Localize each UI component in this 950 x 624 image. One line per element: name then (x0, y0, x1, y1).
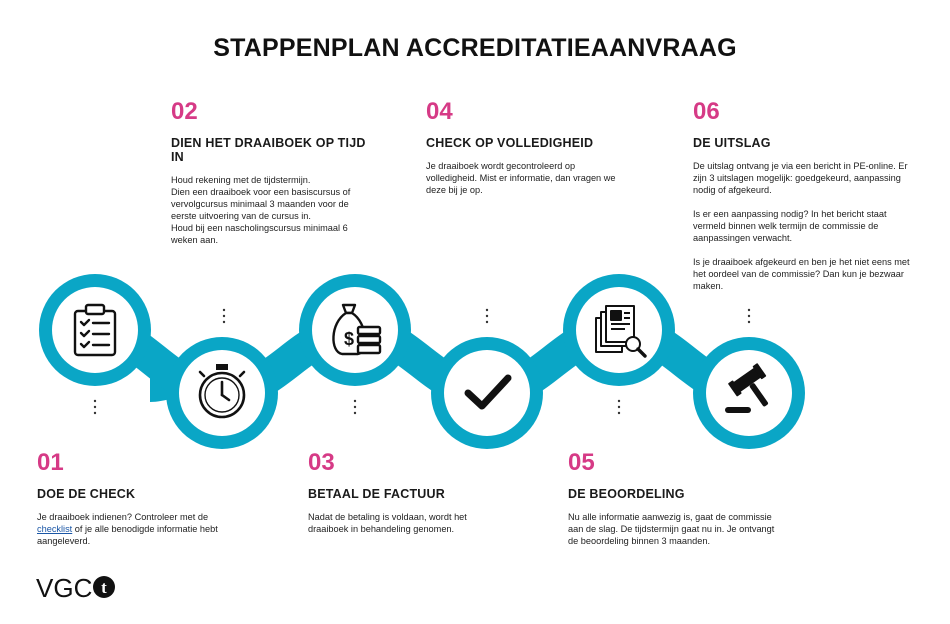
connector-dots-03 (354, 400, 356, 414)
step-body-text: Nu alle informatie aanwezig is, gaat de commissie aan de slag. De tijdstermijn gaat nu in. Je ontvangt de beoordeling binnen 3 maanden. (568, 512, 775, 546)
connector-dots-05 (618, 400, 620, 414)
connector-dots-02 (223, 309, 225, 323)
step-circle-01 (39, 274, 151, 386)
step-body-paragraph: De uitslag ontvang je via een bericht in PE-online. Er zijn 3 uitslagen mogelijk: goedgekeurd, aanpassing nodig of afgekeurd. (693, 161, 908, 195)
step-heading: DOE DE CHECK (37, 487, 136, 501)
step-body-paragraph: Is je draaiboek afgekeurd en ben je het niet eens met het oordeel van de commissie? Dan kun je bezwaar maken. (693, 257, 910, 291)
step-heading: BETAAL DE FACTUUR (308, 487, 445, 501)
step-03 (308, 451, 498, 535)
connector-dots-01 (94, 400, 96, 414)
step-02 (171, 100, 371, 246)
step-body (308, 511, 498, 535)
step-number: 04 (426, 98, 453, 125)
logo-mark: t (101, 578, 107, 597)
step-body (171, 174, 371, 246)
step-heading: CHECK OP VOLLEDIGHEID (426, 136, 594, 150)
step-heading: DE BEOORDELING (568, 487, 685, 501)
checklist-link[interactable]: checklist (37, 524, 73, 534)
step-number: 05 (568, 449, 595, 476)
step-number: 01 (37, 449, 64, 476)
step-heading: DE UITSLAG (693, 136, 771, 150)
step-body-paragraph: Is er een aanpassing nodig? In het bericht staat vermeld binnen welk termijn de commissie de aanpassingen verwacht. (693, 209, 887, 243)
svg-text:$: $ (343, 329, 355, 349)
step-body-line: Dien een draaiboek voor een basiscursus of vervolgcursus minimaal 3 maanden voor de eerste uitvoering van de cursus in. (171, 187, 351, 221)
step-number: 02 (171, 98, 198, 125)
step-04 (426, 100, 626, 196)
step-body-text: Nadat de betaling is voldaan, wordt het draaiboek in behandeling genomen. (308, 512, 467, 534)
connector-dots-06 (748, 309, 750, 323)
connector-dots-04 (486, 309, 488, 323)
step-body-text-start: Je draaiboek indienen? Controleer met de (37, 512, 209, 522)
step-body-line: Houd bij een nascholingscursus minimaal 6 weken aan. (171, 223, 348, 245)
step-heading: DIEN HET DRAAIBOEK OP TIJD IN (171, 136, 366, 164)
step-body-text: Je draaiboek wordt gecontroleerd op volledigheid. Mist er informatie, dan vragen we deze bij je op. (426, 161, 616, 195)
step-body-text-end: of je alle benodigde informatie hebt aangeleverd. (37, 524, 218, 546)
step-circle-06 (693, 337, 805, 449)
step-05 (568, 451, 783, 547)
step-circle-04 (431, 337, 543, 449)
step-body (693, 160, 917, 292)
step-01 (37, 451, 237, 547)
step-06 (693, 100, 917, 292)
step-number: 06 (693, 98, 720, 125)
step-body-line: Houd rekening met de tijdstermijn. (171, 175, 311, 185)
step-number: 03 (308, 449, 335, 476)
step-body-text (37, 511, 237, 547)
step-body (568, 511, 783, 547)
page-title: STAPPENPLAN ACCREDITATIEAANVRAAG (213, 34, 737, 62)
step-body (37, 511, 237, 547)
logo-text: VGC (36, 573, 93, 603)
step-body (426, 160, 626, 196)
vgct-logo (36, 573, 126, 603)
